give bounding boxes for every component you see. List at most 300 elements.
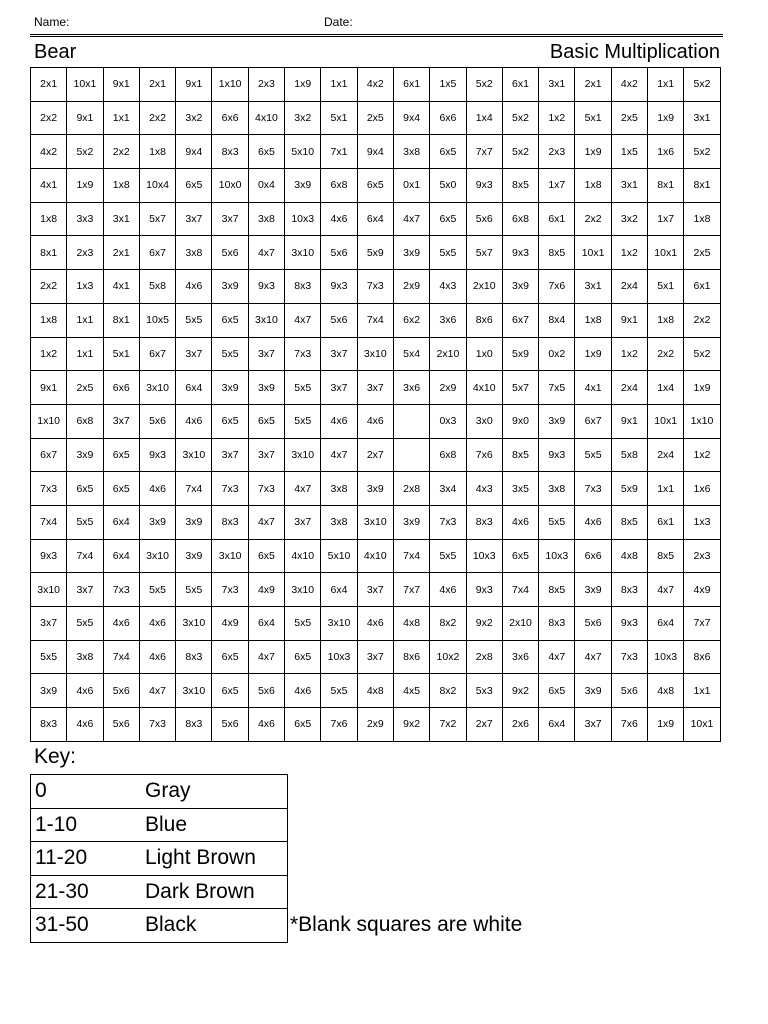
grid-cell: 3x7 — [67, 573, 103, 607]
grid-cell: 3x10 — [176, 438, 212, 472]
grid-cell: 10x1 — [684, 708, 720, 742]
grid-cell: 10x1 — [67, 68, 103, 102]
grid-cell: 4x6 — [357, 607, 393, 641]
grid-cell: 6x1 — [502, 68, 538, 102]
grid-row — [31, 573, 721, 607]
grid-cell: 7x3 — [212, 472, 248, 506]
grid-cell: 7x3 — [248, 472, 284, 506]
grid-cell: 7x3 — [285, 337, 321, 371]
grid-cell: 8x1 — [31, 236, 67, 270]
grid-cell: 1x2 — [684, 438, 720, 472]
grid-cell: 4x8 — [611, 539, 647, 573]
grid-cell: 6x1 — [393, 68, 429, 102]
grid-cell: 8x3 — [285, 270, 321, 304]
grid-cell: 8x1 — [648, 169, 684, 203]
grid-cell: 8x6 — [684, 640, 720, 674]
grid-cell: 5x5 — [212, 337, 248, 371]
grid-cell: 7x3 — [31, 472, 67, 506]
grid-cell: 7x6 — [611, 708, 647, 742]
grid-cell: 5x10 — [285, 135, 321, 169]
grid-cell: 4x7 — [248, 505, 284, 539]
grid-cell: 5x1 — [648, 270, 684, 304]
grid-cell: 7x3 — [103, 573, 139, 607]
grid-cell: 3x10 — [285, 573, 321, 607]
grid-cell: 3x0 — [466, 404, 502, 438]
grid-cell: 9x1 — [103, 68, 139, 102]
grid-cell: 6x5 — [430, 135, 466, 169]
grid-cell: 8x3 — [31, 708, 67, 742]
grid-cell: 5x2 — [502, 135, 538, 169]
key-range: 1-10 — [31, 808, 142, 842]
grid-cell: 2x7 — [466, 708, 502, 742]
grid-cell: 6x5 — [212, 640, 248, 674]
grid-cell: 6x7 — [139, 337, 175, 371]
grid-cell: 7x3 — [611, 640, 647, 674]
grid-cell: 4x6 — [575, 505, 611, 539]
grid-cell: 8x5 — [502, 438, 538, 472]
grid-cell: 4x1 — [575, 371, 611, 405]
blank-squares-note: *Blank squares are white — [290, 913, 523, 936]
grid-cell: 10x3 — [539, 539, 575, 573]
grid-cell: 4x9 — [248, 573, 284, 607]
grid-cell: 2x9 — [430, 371, 466, 405]
grid-cell: 6x5 — [212, 303, 248, 337]
grid-cell: 1x0 — [466, 337, 502, 371]
grid-cell: 9x2 — [466, 607, 502, 641]
grid-cell: 4x8 — [393, 607, 429, 641]
grid-cell: 5x5 — [176, 303, 212, 337]
grid-cell: 1x1 — [321, 68, 357, 102]
grid-cell: 5x5 — [285, 607, 321, 641]
grid-cell: 3x1 — [575, 270, 611, 304]
grid-cell: 3x7 — [357, 573, 393, 607]
grid-cell: 2x2 — [648, 337, 684, 371]
grid-cell: 4x6 — [139, 640, 175, 674]
grid-cell: 5x2 — [684, 68, 720, 102]
grid-cell: 8x3 — [176, 708, 212, 742]
grid-cell: 7x6 — [466, 438, 502, 472]
grid-cell: 1x10 — [212, 68, 248, 102]
grid-cell: 6x1 — [539, 202, 575, 236]
grid-cell: 5x6 — [248, 674, 284, 708]
grid-cell: 2x1 — [139, 68, 175, 102]
grid-cell: 5x2 — [684, 135, 720, 169]
grid-cell: 1x8 — [648, 303, 684, 337]
grid-cell: 2x10 — [430, 337, 466, 371]
grid-cell: 4x5 — [393, 674, 429, 708]
grid-cell: 3x10 — [285, 438, 321, 472]
grid-cell: 3x8 — [176, 236, 212, 270]
grid-cell: 6x5 — [248, 539, 284, 573]
grid-cell: 6x5 — [248, 135, 284, 169]
grid-cell: 3x9 — [248, 371, 284, 405]
grid-cell: 2x3 — [248, 68, 284, 102]
grid-cell: 3x9 — [575, 573, 611, 607]
grid-cell: 7x4 — [67, 539, 103, 573]
grid-cell: 5x6 — [321, 236, 357, 270]
grid-cell: 1x1 — [103, 101, 139, 135]
grid-cell: 6x5 — [176, 169, 212, 203]
grid-cell: 1x8 — [684, 202, 720, 236]
grid-cell: 8x5 — [502, 169, 538, 203]
grid-cell: 7x3 — [139, 708, 175, 742]
grid-cell: 9x3 — [502, 236, 538, 270]
grid-cell: 3x10 — [357, 505, 393, 539]
grid-cell: 4x10 — [285, 539, 321, 573]
grid-cell: 1x2 — [31, 337, 67, 371]
grid-cell: 3x8 — [393, 135, 429, 169]
grid-cell: 3x7 — [248, 337, 284, 371]
grid-cell: 2x9 — [393, 270, 429, 304]
grid-cell: 4x10 — [248, 101, 284, 135]
grid-cell: 3x6 — [502, 640, 538, 674]
grid-cell: 5x7 — [466, 236, 502, 270]
grid-cell: 8x6 — [393, 640, 429, 674]
grid-cell: 6x5 — [103, 472, 139, 506]
grid-cell: 2x5 — [67, 371, 103, 405]
grid-cell: 7x7 — [684, 607, 720, 641]
worksheet-title: Bear — [34, 41, 77, 63]
grid-cell: 7x7 — [393, 573, 429, 607]
grid-cell: 1x2 — [539, 101, 575, 135]
grid-cell: 6x5 — [212, 404, 248, 438]
grid-cell: 2x3 — [684, 539, 720, 573]
grid-cell: 9x1 — [611, 303, 647, 337]
grid-cell: 3x7 — [212, 438, 248, 472]
grid-cell: 0x1 — [393, 169, 429, 203]
grid-cell: 2x1 — [575, 68, 611, 102]
grid-cell: 2x8 — [393, 472, 429, 506]
grid-cell: 7x1 — [321, 135, 357, 169]
grid-cell: 3x8 — [67, 640, 103, 674]
grid-cell: 5x5 — [575, 438, 611, 472]
grid-cell: 5x2 — [67, 135, 103, 169]
grid-cell: 7x4 — [176, 472, 212, 506]
grid-cell: 4x6 — [285, 674, 321, 708]
grid-cell: 3x10 — [176, 607, 212, 641]
grid-cell: 9x2 — [502, 674, 538, 708]
header-line — [30, 14, 723, 37]
grid-cell: 9x1 — [611, 404, 647, 438]
grid-cell: 3x10 — [139, 539, 175, 573]
grid-cell: 9x1 — [31, 371, 67, 405]
grid-cell: 8x1 — [684, 169, 720, 203]
grid-cell: 3x7 — [212, 202, 248, 236]
grid-row — [31, 202, 721, 236]
key-color: Gray — [141, 775, 288, 809]
grid-cell: 5x5 — [430, 539, 466, 573]
grid-cell: 4x6 — [103, 607, 139, 641]
grid-cell: 9x4 — [176, 135, 212, 169]
grid-cell: 3x1 — [611, 169, 647, 203]
grid-cell: 5x6 — [466, 202, 502, 236]
grid-cell: 2x1 — [103, 236, 139, 270]
grid-cell: 1x9 — [684, 371, 720, 405]
grid-cell: 1x7 — [539, 169, 575, 203]
grid-cell: 5x9 — [502, 337, 538, 371]
grid-cell: 4x3 — [466, 472, 502, 506]
grid-cell: 5x2 — [466, 68, 502, 102]
key-color: Black — [141, 909, 288, 943]
grid-cell: 4x6 — [139, 607, 175, 641]
grid-cell: 4x6 — [321, 404, 357, 438]
grid-cell: 5x5 — [285, 371, 321, 405]
grid-cell: 6x4 — [648, 607, 684, 641]
grid-cell: 3x2 — [611, 202, 647, 236]
grid-cell — [393, 438, 429, 472]
grid-cell: 3x9 — [285, 169, 321, 203]
grid-cell: 1x8 — [139, 135, 175, 169]
grid-cell: 2x6 — [502, 708, 538, 742]
grid-cell: 6x2 — [393, 303, 429, 337]
grid-cell: 3x8 — [321, 505, 357, 539]
grid-cell: 3x8 — [539, 472, 575, 506]
grid-cell: 3x9 — [212, 270, 248, 304]
grid-cell: 9x2 — [393, 708, 429, 742]
grid-cell: 2x7 — [357, 438, 393, 472]
grid-cell: 8x3 — [212, 505, 248, 539]
grid-cell: 5x7 — [139, 202, 175, 236]
grid-cell: 1x8 — [575, 303, 611, 337]
grid-cell: 6x5 — [502, 539, 538, 573]
multiplication-grid — [30, 67, 721, 742]
grid-cell: 3x8 — [248, 202, 284, 236]
grid-cell: 4x7 — [648, 573, 684, 607]
grid-cell: 4x7 — [321, 438, 357, 472]
date-label: Date: — [324, 15, 353, 29]
grid-cell: 6x7 — [139, 236, 175, 270]
grid-cell: 8x1 — [103, 303, 139, 337]
grid-cell: 8x6 — [466, 303, 502, 337]
grid-cell: 1x7 — [648, 202, 684, 236]
grid-cell: 2x2 — [103, 135, 139, 169]
grid-cell: 10x3 — [285, 202, 321, 236]
grid-row — [31, 236, 721, 270]
grid-cell: 3x8 — [321, 472, 357, 506]
name-label: Name: — [34, 15, 70, 29]
grid-cell: 1x9 — [648, 708, 684, 742]
grid-cell: 6x6 — [103, 371, 139, 405]
key-row — [31, 875, 288, 909]
grid-cell: 5x1 — [103, 337, 139, 371]
grid-cell: 2x3 — [67, 236, 103, 270]
grid-cell: 3x7 — [176, 337, 212, 371]
grid-cell: 1x2 — [611, 236, 647, 270]
grid-cell: 1x5 — [611, 135, 647, 169]
grid-cell: 6x5 — [67, 472, 103, 506]
grid-cell: 3x10 — [31, 573, 67, 607]
grid-cell: 5x6 — [212, 236, 248, 270]
grid-cell: 9x3 — [611, 607, 647, 641]
grid-cell: 6x4 — [539, 708, 575, 742]
worksheet-subtitle: Basic Multiplication — [549, 41, 720, 63]
grid-cell: 0x3 — [430, 404, 466, 438]
grid-cell: 5x5 — [139, 573, 175, 607]
grid-cell: 4x2 — [357, 68, 393, 102]
grid-cell: 3x1 — [103, 202, 139, 236]
grid-cell: 4x6 — [430, 573, 466, 607]
grid-cell: 6x7 — [502, 303, 538, 337]
grid-cell: 4x6 — [67, 708, 103, 742]
grid-cell: 5x6 — [575, 607, 611, 641]
grid-cell: 1x8 — [575, 169, 611, 203]
grid-cell: 1x8 — [31, 303, 67, 337]
grid-cell: 9x3 — [539, 438, 575, 472]
grid-cell: 4x6 — [67, 674, 103, 708]
grid-row — [31, 607, 721, 641]
grid-cell: 2x2 — [575, 202, 611, 236]
grid-cell: 3x6 — [430, 303, 466, 337]
grid-cell: 10x2 — [430, 640, 466, 674]
grid-cell: 2x4 — [611, 371, 647, 405]
grid-cell: 6x5 — [285, 708, 321, 742]
grid-cell: 9x3 — [31, 539, 67, 573]
grid-cell: 3x2 — [285, 101, 321, 135]
grid-cell: 4x8 — [357, 674, 393, 708]
grid-cell: 10x4 — [139, 169, 175, 203]
grid-cell: 6x6 — [212, 101, 248, 135]
grid-cell: 7x6 — [539, 270, 575, 304]
grid-row — [31, 337, 721, 371]
grid-row — [31, 303, 721, 337]
grid-cell: 10x5 — [139, 303, 175, 337]
grid-row — [31, 68, 721, 102]
key-color: Light Brown — [141, 842, 288, 876]
grid-cell: 6x5 — [103, 438, 139, 472]
grid-row — [31, 674, 721, 708]
grid-cell: 6x4 — [103, 539, 139, 573]
grid-cell: 1x6 — [648, 135, 684, 169]
grid-cell: 1x1 — [67, 303, 103, 337]
grid-cell: 1x10 — [684, 404, 720, 438]
grid-cell: 10x3 — [648, 640, 684, 674]
grid-cell: 3x9 — [176, 505, 212, 539]
grid-cell: 6x5 — [357, 169, 393, 203]
grid-row — [31, 135, 721, 169]
grid-row — [31, 708, 721, 742]
grid-cell: 1x10 — [31, 404, 67, 438]
grid-cell: 6x8 — [321, 169, 357, 203]
grid-cell: 7x4 — [393, 539, 429, 573]
grid-cell: 8x5 — [539, 236, 575, 270]
grid-cell: 3x7 — [357, 640, 393, 674]
grid-cell: 6x4 — [321, 573, 357, 607]
grid-cell: 5x8 — [139, 270, 175, 304]
grid-cell: 10x1 — [648, 236, 684, 270]
grid-cell: 4x7 — [575, 640, 611, 674]
grid-cell: 3x3 — [67, 202, 103, 236]
grid-cell: 7x7 — [466, 135, 502, 169]
grid-cell: 3x10 — [321, 607, 357, 641]
key-range: 0 — [31, 775, 142, 809]
grid-cell: 4x7 — [393, 202, 429, 236]
grid-cell: 6x5 — [212, 674, 248, 708]
grid-cell: 3x7 — [248, 438, 284, 472]
grid-cell: 2x5 — [684, 236, 720, 270]
grid-cell: 4x6 — [139, 472, 175, 506]
grid-cell: 3x9 — [575, 674, 611, 708]
grid-cell: 3x10 — [176, 674, 212, 708]
grid-cell: 8x5 — [611, 505, 647, 539]
grid-cell: 3x9 — [393, 236, 429, 270]
grid-cell: 5x6 — [321, 303, 357, 337]
grid-cell: 5x4 — [393, 337, 429, 371]
grid-cell: 2x10 — [466, 270, 502, 304]
grid-cell: 6x5 — [539, 674, 575, 708]
grid-cell: 9x3 — [466, 573, 502, 607]
grid-cell: 3x9 — [357, 472, 393, 506]
grid-cell: 2x3 — [539, 135, 575, 169]
grid-cell: 5x9 — [611, 472, 647, 506]
grid-cell: 8x3 — [212, 135, 248, 169]
grid-cell: 4x7 — [539, 640, 575, 674]
grid-cell: 2x2 — [31, 270, 67, 304]
grid-cell: 5x6 — [103, 708, 139, 742]
grid-cell: 1x1 — [67, 337, 103, 371]
key-row — [31, 842, 288, 876]
grid-cell: 6x1 — [648, 505, 684, 539]
grid-cell: 7x4 — [103, 640, 139, 674]
key-row — [31, 808, 288, 842]
grid-cell: 9x4 — [393, 101, 429, 135]
key-row — [31, 909, 288, 943]
grid-cell: 6x6 — [575, 539, 611, 573]
grid-cell: 5x8 — [611, 438, 647, 472]
key-row — [31, 775, 288, 809]
grid-cell: 5x6 — [103, 674, 139, 708]
grid-cell: 5x5 — [31, 640, 67, 674]
grid-cell: 6x8 — [502, 202, 538, 236]
grid-cell: 4x8 — [648, 674, 684, 708]
grid-row — [31, 404, 721, 438]
grid-cell: 8x2 — [430, 674, 466, 708]
grid-cell: 2x10 — [502, 607, 538, 641]
grid-cell: 4x6 — [321, 202, 357, 236]
grid-cell: 7x3 — [430, 505, 466, 539]
grid-cell: 5x6 — [611, 674, 647, 708]
grid-cell: 1x4 — [466, 101, 502, 135]
grid-cell: 5x5 — [430, 236, 466, 270]
grid-row — [31, 472, 721, 506]
grid-row — [31, 371, 721, 405]
grid-cell: 3x10 — [212, 539, 248, 573]
grid-cell: 4x1 — [103, 270, 139, 304]
grid-cell: 1x6 — [684, 472, 720, 506]
grid-cell: 3x9 — [139, 505, 175, 539]
grid-cell: 6x6 — [430, 101, 466, 135]
grid-row — [31, 438, 721, 472]
grid-cell: 5x2 — [684, 337, 720, 371]
grid-cell: 2x8 — [466, 640, 502, 674]
grid-cell: 6x5 — [248, 404, 284, 438]
grid-cell: 7x4 — [502, 573, 538, 607]
grid-cell: 4x7 — [248, 640, 284, 674]
grid-cell: 2x2 — [684, 303, 720, 337]
grid-cell: 3x1 — [539, 68, 575, 102]
grid-cell: 4x6 — [248, 708, 284, 742]
grid-cell: 1x1 — [648, 472, 684, 506]
grid-cell: 7x4 — [357, 303, 393, 337]
grid-cell: 8x5 — [539, 573, 575, 607]
grid-cell: 5x0 — [430, 169, 466, 203]
grid-cell: 10x1 — [575, 236, 611, 270]
grid-cell: 6x5 — [430, 202, 466, 236]
key-color: Dark Brown — [141, 875, 288, 909]
grid-cell: 10x3 — [321, 640, 357, 674]
grid-cell: 3x4 — [430, 472, 466, 506]
grid-cell: 5x7 — [502, 371, 538, 405]
grid-cell: 1x1 — [684, 674, 720, 708]
